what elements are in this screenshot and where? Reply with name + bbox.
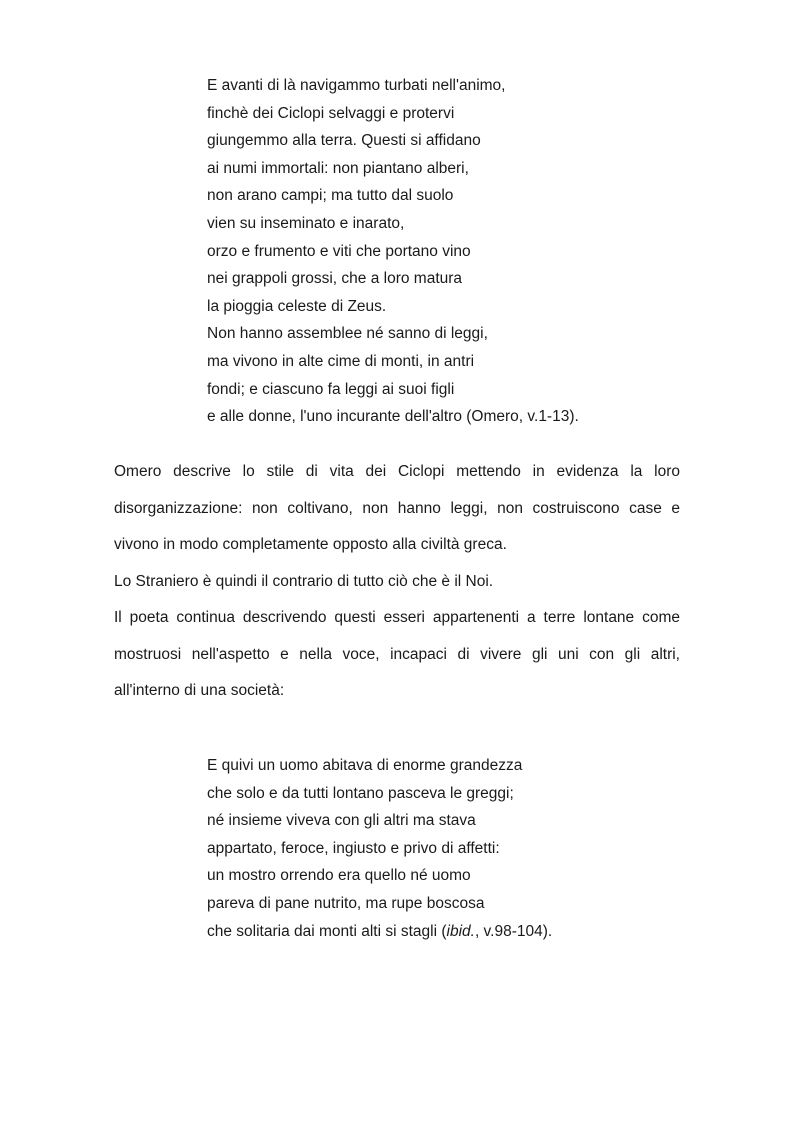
verse-line: giungemmo alla terra. Questi si affidano <box>207 132 481 150</box>
paragraph-line: vivono in modo completamente opposto alla civiltà greca. <box>114 536 507 553</box>
paragraph: Lo Straniero è quindi il contrario di tutto ciò che è il Noi. <box>114 572 494 590</box>
verse-line: appartato, feroce, ingiusto e privo di affetti: <box>207 839 500 857</box>
verse-line: finchè dei Ciclopi selvaggi e protervi <box>207 104 455 122</box>
citation-ibid: ibid. <box>446 922 475 940</box>
verse-line: un mostro orrendo era quello né uomo <box>207 867 471 885</box>
verse-quote-cyclops-land <box>207 72 579 431</box>
body-text <box>114 454 680 710</box>
paragraph-line: Il poeta continua descrivendo questi esseri appartenenti a terre lontane come <box>114 609 680 626</box>
paragraph-line: disorganizzazione: non coltivano, non hanno leggi, non costruiscono case e <box>114 499 680 517</box>
verse-quote-polyphemus <box>207 752 552 945</box>
verse-line: non arano campi; ma tutto dal suolo <box>207 187 454 205</box>
verse-line: vien su inseminato e inarato, <box>207 214 405 232</box>
verse-line: ai numi immortali: non piantano alberi, <box>207 159 469 177</box>
verse-line: E avanti di là navigammo turbati nell'animo, <box>207 77 506 94</box>
verse-line: né insieme viveva con gli altri ma stava <box>207 812 476 830</box>
paragraph-line: all'interno di una società: <box>114 682 285 699</box>
verse-line: E quivi un uomo abitava di enorme grandezza <box>207 757 523 774</box>
verse-line: fondi; e ciascuno fa leggi ai suoi figli <box>207 380 455 398</box>
verse-line-citation <box>207 918 552 946</box>
verse-text: che solitaria dai monti alti si stagli ( <box>207 922 447 940</box>
citation-range: , v.98-104). <box>474 922 553 940</box>
paragraph-line: mostruosi nell'aspetto e nella voce, incapaci di vivere gli uni con gli altri, <box>114 645 680 663</box>
paragraph-line: Omero descrive lo stile di vita dei Ciclopi mettendo in evidenza la loro <box>114 463 680 480</box>
verse-line: e alle donne, l'uno incurante dell'altro (Omero, v.1-13). <box>207 408 579 426</box>
verse-line: la pioggia celeste di Zeus. <box>207 297 387 315</box>
verse-line: ma vivono in alte cime di monti, in antri <box>207 352 475 370</box>
verse-line: nei grappoli grossi, che a loro matura <box>207 270 463 288</box>
verse-line: pareva di pane nutrito, ma rupe boscosa <box>207 894 485 912</box>
verse-line: orzo e frumento e viti che portano vino <box>207 242 471 260</box>
verse-line: che solo e da tutti lontano pasceva le greggi; <box>207 784 514 802</box>
verse-line: Non hanno assemblee né sanno di leggi, <box>207 325 488 343</box>
